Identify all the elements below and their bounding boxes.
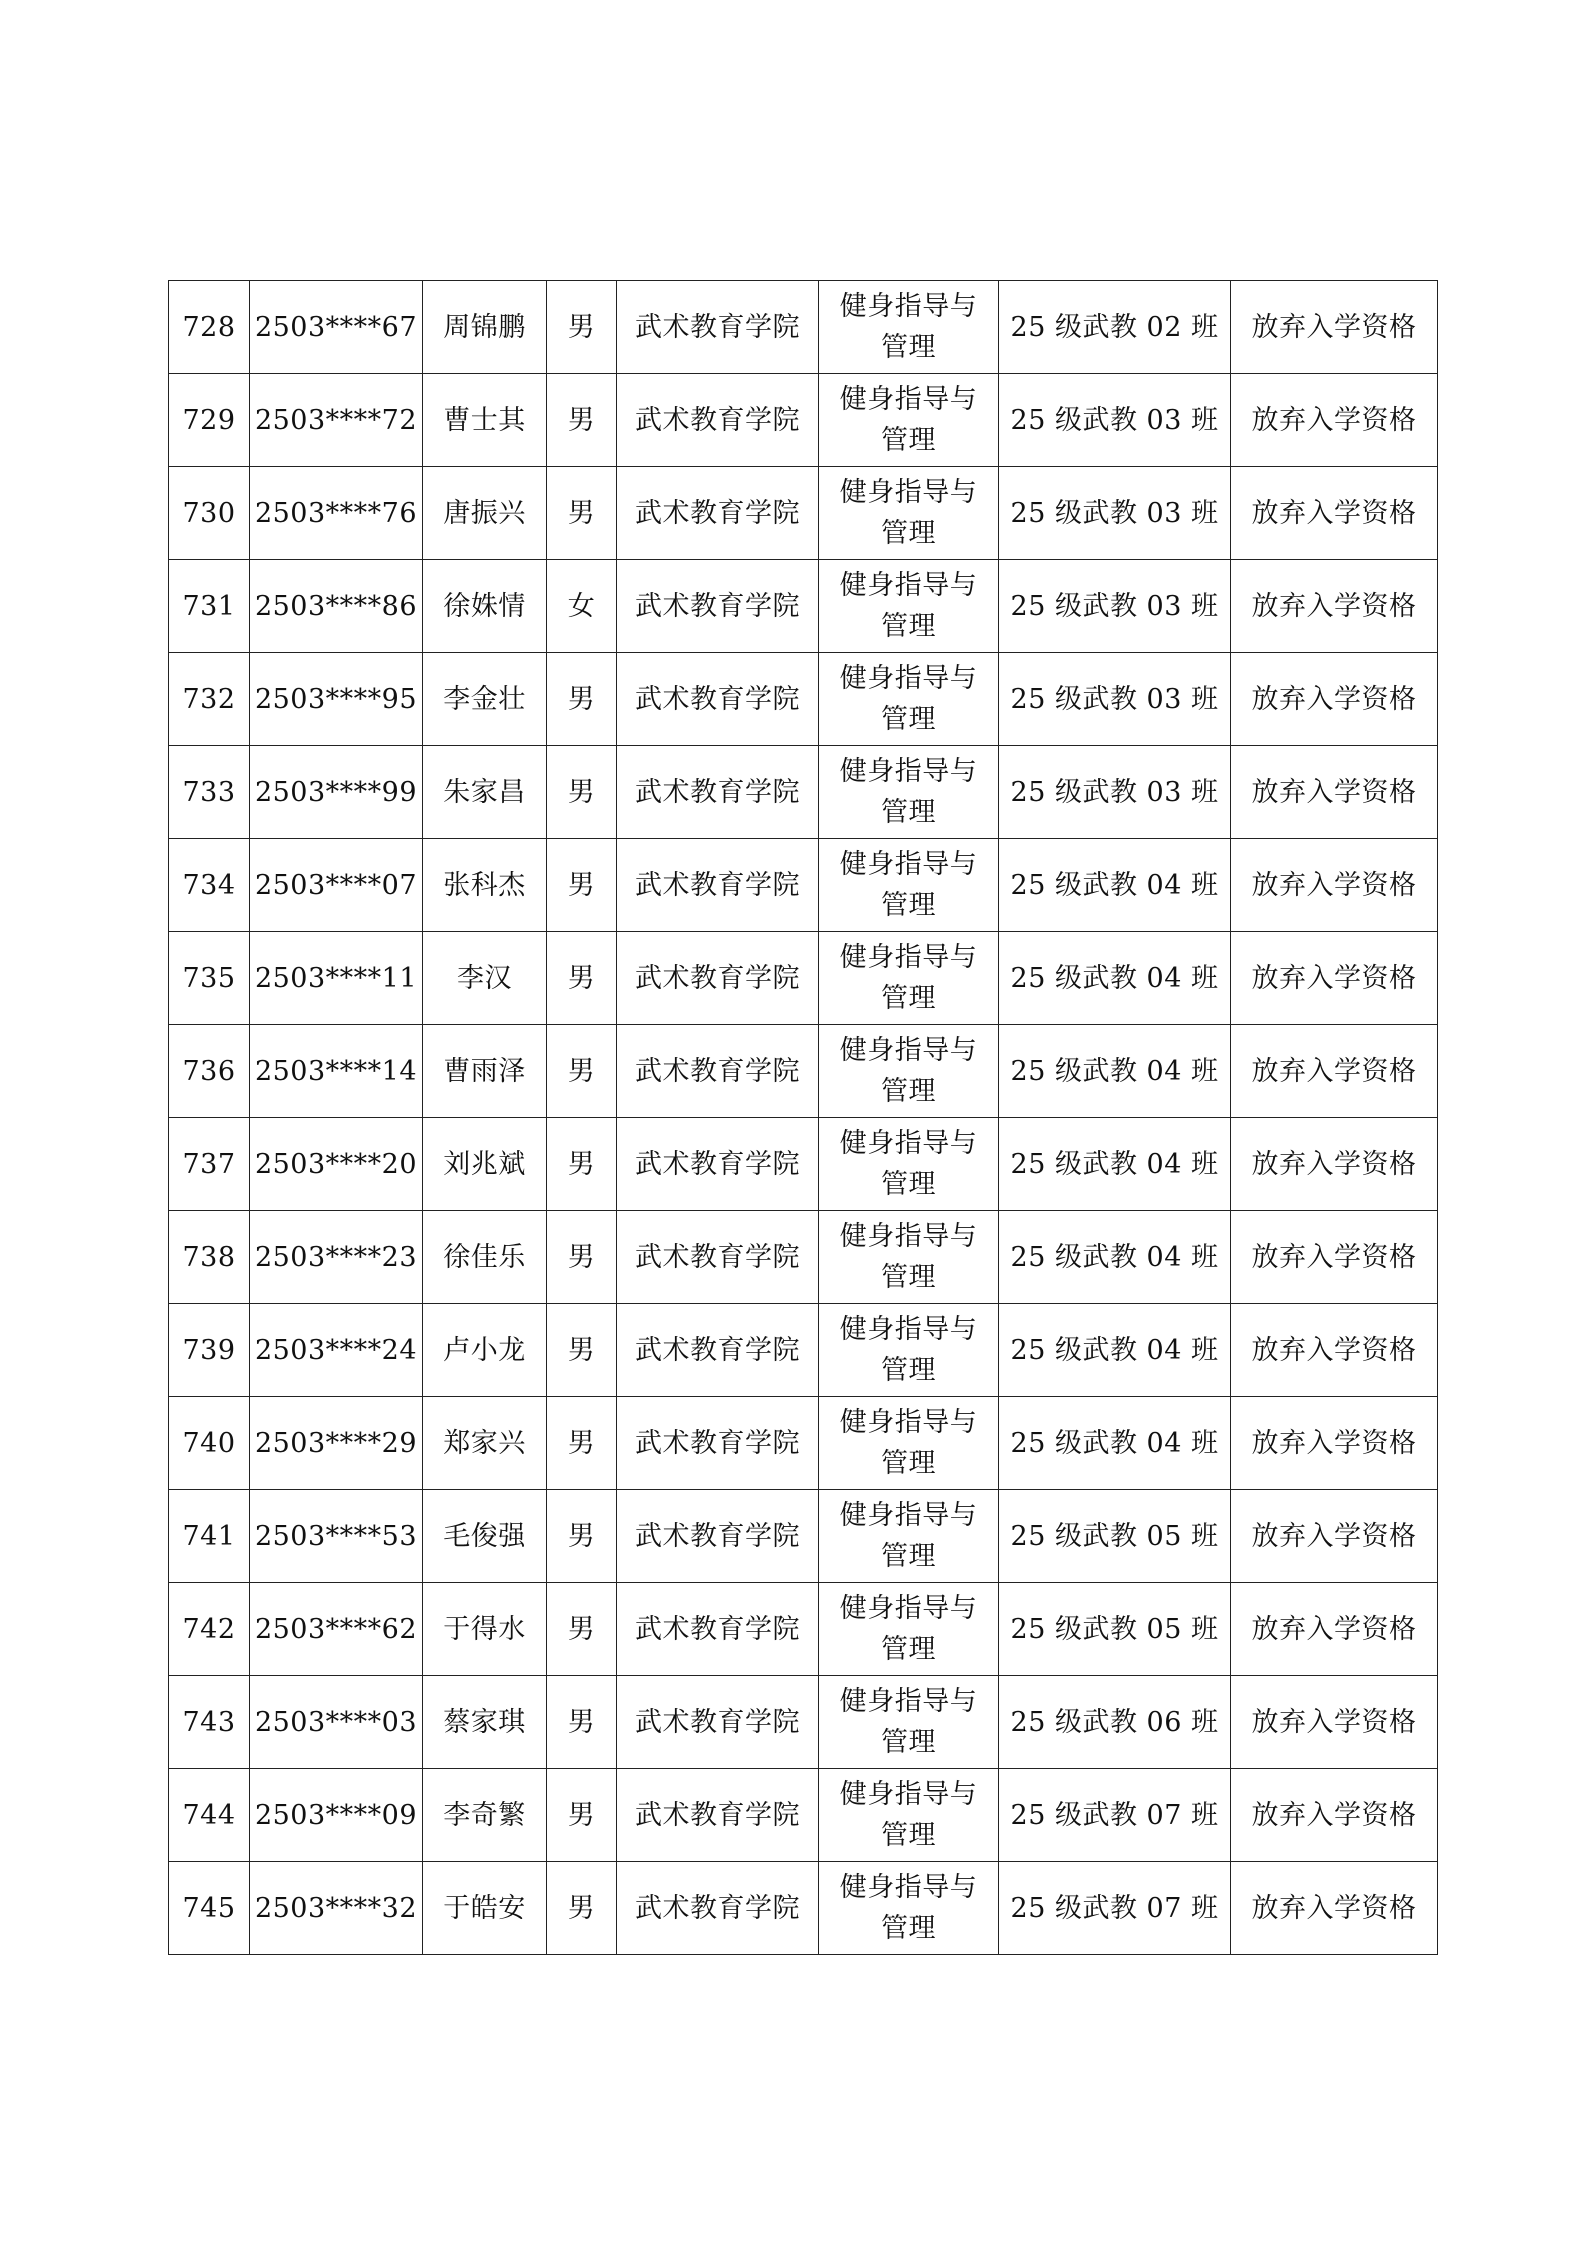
table-row — [169, 1397, 1438, 1490]
serial-number-cell: 735 — [169, 932, 250, 1025]
gender-cell: 男 — [547, 1211, 617, 1304]
gender-cell: 男 — [547, 1118, 617, 1211]
major-line-2: 管理 — [881, 1913, 936, 1944]
serial-number-cell: 732 — [169, 653, 250, 746]
student-name-cell: 徐姝情 — [423, 560, 547, 653]
gender-cell: 男 — [547, 653, 617, 746]
student-name-cell: 李奇繁 — [423, 1769, 547, 1862]
college-cell: 武术教育学院 — [617, 1676, 819, 1769]
major-line-1: 健身指导与 — [839, 1128, 978, 1159]
student-id-cell: 2503****67 — [250, 281, 423, 374]
gender-cell: 男 — [547, 1862, 617, 1955]
gender-cell: 女 — [547, 560, 617, 653]
table-row — [169, 1025, 1438, 1118]
student-id-cell: 2503****07 — [250, 839, 423, 932]
student-id-cell: 2503****09 — [250, 1769, 423, 1862]
table-row — [169, 932, 1438, 1025]
major-cell — [819, 1862, 999, 1955]
class-cell: 25 级武教 02 班 — [999, 281, 1231, 374]
student-name-cell: 郑家兴 — [423, 1397, 547, 1490]
college-cell: 武术教育学院 — [617, 1397, 819, 1490]
major-line-1: 健身指导与 — [839, 1779, 978, 1810]
major-line-1: 健身指导与 — [839, 942, 978, 973]
major-line-2: 管理 — [881, 425, 936, 456]
college-cell: 武术教育学院 — [617, 839, 819, 932]
gender-cell: 男 — [547, 1304, 617, 1397]
serial-number-cell: 744 — [169, 1769, 250, 1862]
gender-cell: 男 — [547, 932, 617, 1025]
student-id-cell: 2503****24 — [250, 1304, 423, 1397]
student-id-cell: 2503****23 — [250, 1211, 423, 1304]
student-id-cell: 2503****14 — [250, 1025, 423, 1118]
table-row — [169, 1211, 1438, 1304]
status-cell: 放弃入学资格 — [1231, 746, 1438, 839]
major-line-1: 健身指导与 — [839, 477, 978, 508]
student-name-cell: 曹士其 — [423, 374, 547, 467]
major-cell — [819, 653, 999, 746]
student-id-cell: 2503****53 — [250, 1490, 423, 1583]
student-name-cell: 徐佳乐 — [423, 1211, 547, 1304]
college-cell: 武术教育学院 — [617, 1583, 819, 1676]
status-cell: 放弃入学资格 — [1231, 281, 1438, 374]
status-cell: 放弃入学资格 — [1231, 374, 1438, 467]
student-id-cell: 2503****03 — [250, 1676, 423, 1769]
table-row — [169, 1862, 1438, 1955]
gender-cell: 男 — [547, 1397, 617, 1490]
major-line-2: 管理 — [881, 1355, 936, 1386]
major-line-1: 健身指导与 — [839, 1314, 978, 1345]
student-name-cell: 李汉 — [423, 932, 547, 1025]
status-cell: 放弃入学资格 — [1231, 1211, 1438, 1304]
table-row — [169, 467, 1438, 560]
class-cell: 25 级武教 07 班 — [999, 1769, 1231, 1862]
major-cell — [819, 746, 999, 839]
status-cell: 放弃入学资格 — [1231, 1025, 1438, 1118]
college-cell: 武术教育学院 — [617, 653, 819, 746]
major-line-2: 管理 — [881, 1169, 936, 1200]
serial-number-cell: 737 — [169, 1118, 250, 1211]
major-line-2: 管理 — [881, 332, 936, 363]
major-line-2: 管理 — [881, 1727, 936, 1758]
student-id-cell: 2503****29 — [250, 1397, 423, 1490]
status-cell: 放弃入学资格 — [1231, 1490, 1438, 1583]
status-cell: 放弃入学资格 — [1231, 1676, 1438, 1769]
class-cell: 25 级武教 04 班 — [999, 932, 1231, 1025]
student-name-cell: 唐振兴 — [423, 467, 547, 560]
major-line-2: 管理 — [881, 1076, 936, 1107]
serial-number-cell: 730 — [169, 467, 250, 560]
gender-cell: 男 — [547, 839, 617, 932]
college-cell: 武术教育学院 — [617, 1769, 819, 1862]
table-row — [169, 560, 1438, 653]
table-row — [169, 746, 1438, 839]
student-name-cell: 张科杰 — [423, 839, 547, 932]
student-name-cell: 于得水 — [423, 1583, 547, 1676]
status-cell: 放弃入学资格 — [1231, 1769, 1438, 1862]
class-cell: 25 级武教 05 班 — [999, 1583, 1231, 1676]
student-name-cell: 周锦鹏 — [423, 281, 547, 374]
college-cell: 武术教育学院 — [617, 560, 819, 653]
college-cell: 武术教育学院 — [617, 1304, 819, 1397]
serial-number-cell: 734 — [169, 839, 250, 932]
table-row — [169, 653, 1438, 746]
status-cell: 放弃入学资格 — [1231, 932, 1438, 1025]
serial-number-cell: 736 — [169, 1025, 250, 1118]
major-line-2: 管理 — [881, 704, 936, 735]
major-line-1: 健身指导与 — [839, 849, 978, 880]
major-line-1: 健身指导与 — [839, 1686, 978, 1717]
student-id-cell: 2503****32 — [250, 1862, 423, 1955]
student-id-cell: 2503****11 — [250, 932, 423, 1025]
gender-cell: 男 — [547, 1490, 617, 1583]
student-name-cell: 卢小龙 — [423, 1304, 547, 1397]
major-line-2: 管理 — [881, 1262, 936, 1293]
table-row — [169, 1769, 1438, 1862]
status-cell: 放弃入学资格 — [1231, 1583, 1438, 1676]
major-line-1: 健身指导与 — [839, 1407, 978, 1438]
major-cell — [819, 1676, 999, 1769]
major-line-1: 健身指导与 — [839, 1500, 978, 1531]
gender-cell: 男 — [547, 374, 617, 467]
serial-number-cell: 733 — [169, 746, 250, 839]
table-row — [169, 1304, 1438, 1397]
status-cell: 放弃入学资格 — [1231, 1118, 1438, 1211]
major-line-1: 健身指导与 — [839, 756, 978, 787]
status-cell: 放弃入学资格 — [1231, 653, 1438, 746]
table-row — [169, 374, 1438, 467]
major-cell — [819, 1025, 999, 1118]
major-line-2: 管理 — [881, 1448, 936, 1479]
major-line-2: 管理 — [881, 1634, 936, 1665]
major-cell — [819, 467, 999, 560]
major-cell — [819, 1118, 999, 1211]
major-cell — [819, 1490, 999, 1583]
major-line-2: 管理 — [881, 611, 936, 642]
class-cell: 25 级武教 04 班 — [999, 1304, 1231, 1397]
roster-body — [169, 281, 1438, 1955]
student-id-cell: 2503****72 — [250, 374, 423, 467]
class-cell: 25 级武教 03 班 — [999, 467, 1231, 560]
serial-number-cell: 739 — [169, 1304, 250, 1397]
major-line-1: 健身指导与 — [839, 570, 978, 601]
major-cell — [819, 1397, 999, 1490]
class-cell: 25 级武教 04 班 — [999, 1211, 1231, 1304]
serial-number-cell: 738 — [169, 1211, 250, 1304]
status-cell: 放弃入学资格 — [1231, 1862, 1438, 1955]
class-cell: 25 级武教 04 班 — [999, 1397, 1231, 1490]
serial-number-cell: 742 — [169, 1583, 250, 1676]
serial-number-cell: 743 — [169, 1676, 250, 1769]
gender-cell: 男 — [547, 467, 617, 560]
college-cell: 武术教育学院 — [617, 1862, 819, 1955]
student-name-cell: 李金壮 — [423, 653, 547, 746]
college-cell: 武术教育学院 — [617, 467, 819, 560]
serial-number-cell: 731 — [169, 560, 250, 653]
student-name-cell: 毛俊强 — [423, 1490, 547, 1583]
college-cell: 武术教育学院 — [617, 1118, 819, 1211]
major-line-2: 管理 — [881, 1820, 936, 1851]
college-cell: 武术教育学院 — [617, 1490, 819, 1583]
status-cell: 放弃入学资格 — [1231, 1397, 1438, 1490]
student-name-cell: 曹雨泽 — [423, 1025, 547, 1118]
gender-cell: 男 — [547, 281, 617, 374]
student-id-cell: 2503****99 — [250, 746, 423, 839]
major-line-1: 健身指导与 — [839, 291, 978, 322]
student-roster-table — [168, 280, 1438, 1955]
serial-number-cell: 740 — [169, 1397, 250, 1490]
major-cell — [819, 374, 999, 467]
major-cell — [819, 281, 999, 374]
class-cell: 25 级武教 04 班 — [999, 1118, 1231, 1211]
major-line-2: 管理 — [881, 518, 936, 549]
major-line-1: 健身指导与 — [839, 1035, 978, 1066]
student-name-cell: 于皓安 — [423, 1862, 547, 1955]
class-cell: 25 级武教 05 班 — [999, 1490, 1231, 1583]
gender-cell: 男 — [547, 1025, 617, 1118]
major-cell — [819, 932, 999, 1025]
gender-cell: 男 — [547, 746, 617, 839]
college-cell: 武术教育学院 — [617, 1025, 819, 1118]
status-cell: 放弃入学资格 — [1231, 467, 1438, 560]
gender-cell: 男 — [547, 1676, 617, 1769]
major-cell — [819, 1583, 999, 1676]
major-line-2: 管理 — [881, 797, 936, 828]
major-line-2: 管理 — [881, 890, 936, 921]
gender-cell: 男 — [547, 1583, 617, 1676]
major-line-1: 健身指导与 — [839, 1872, 978, 1903]
major-line-2: 管理 — [881, 1541, 936, 1572]
student-id-cell: 2503****62 — [250, 1583, 423, 1676]
class-cell: 25 级武教 03 班 — [999, 560, 1231, 653]
major-cell — [819, 839, 999, 932]
student-id-cell: 2503****20 — [250, 1118, 423, 1211]
student-name-cell: 朱家昌 — [423, 746, 547, 839]
status-cell: 放弃入学资格 — [1231, 1304, 1438, 1397]
major-line-1: 健身指导与 — [839, 384, 978, 415]
major-cell — [819, 1304, 999, 1397]
serial-number-cell: 741 — [169, 1490, 250, 1583]
serial-number-cell: 729 — [169, 374, 250, 467]
class-cell: 25 级武教 07 班 — [999, 1862, 1231, 1955]
status-cell: 放弃入学资格 — [1231, 839, 1438, 932]
class-cell: 25 级武教 03 班 — [999, 653, 1231, 746]
table-row — [169, 1583, 1438, 1676]
class-cell: 25 级武教 03 班 — [999, 746, 1231, 839]
student-name-cell: 蔡家琪 — [423, 1676, 547, 1769]
serial-number-cell: 728 — [169, 281, 250, 374]
status-cell: 放弃入学资格 — [1231, 560, 1438, 653]
major-cell — [819, 1211, 999, 1304]
college-cell: 武术教育学院 — [617, 1211, 819, 1304]
student-id-cell: 2503****95 — [250, 653, 423, 746]
major-line-1: 健身指导与 — [839, 663, 978, 694]
college-cell: 武术教育学院 — [617, 374, 819, 467]
major-cell — [819, 1769, 999, 1862]
gender-cell: 男 — [547, 1769, 617, 1862]
table-row — [169, 1490, 1438, 1583]
major-line-1: 健身指导与 — [839, 1221, 978, 1252]
table-row — [169, 281, 1438, 374]
student-id-cell: 2503****76 — [250, 467, 423, 560]
table-row — [169, 1676, 1438, 1769]
college-cell: 武术教育学院 — [617, 932, 819, 1025]
class-cell: 25 级武教 04 班 — [999, 1025, 1231, 1118]
major-line-1: 健身指导与 — [839, 1593, 978, 1624]
serial-number-cell: 745 — [169, 1862, 250, 1955]
class-cell: 25 级武教 04 班 — [999, 839, 1231, 932]
college-cell: 武术教育学院 — [617, 281, 819, 374]
class-cell: 25 级武教 03 班 — [999, 374, 1231, 467]
student-id-cell: 2503****86 — [250, 560, 423, 653]
college-cell: 武术教育学院 — [617, 746, 819, 839]
class-cell: 25 级武教 06 班 — [999, 1676, 1231, 1769]
table-row — [169, 1118, 1438, 1211]
major-line-2: 管理 — [881, 983, 936, 1014]
student-name-cell: 刘兆斌 — [423, 1118, 547, 1211]
table-row — [169, 839, 1438, 932]
major-cell — [819, 560, 999, 653]
